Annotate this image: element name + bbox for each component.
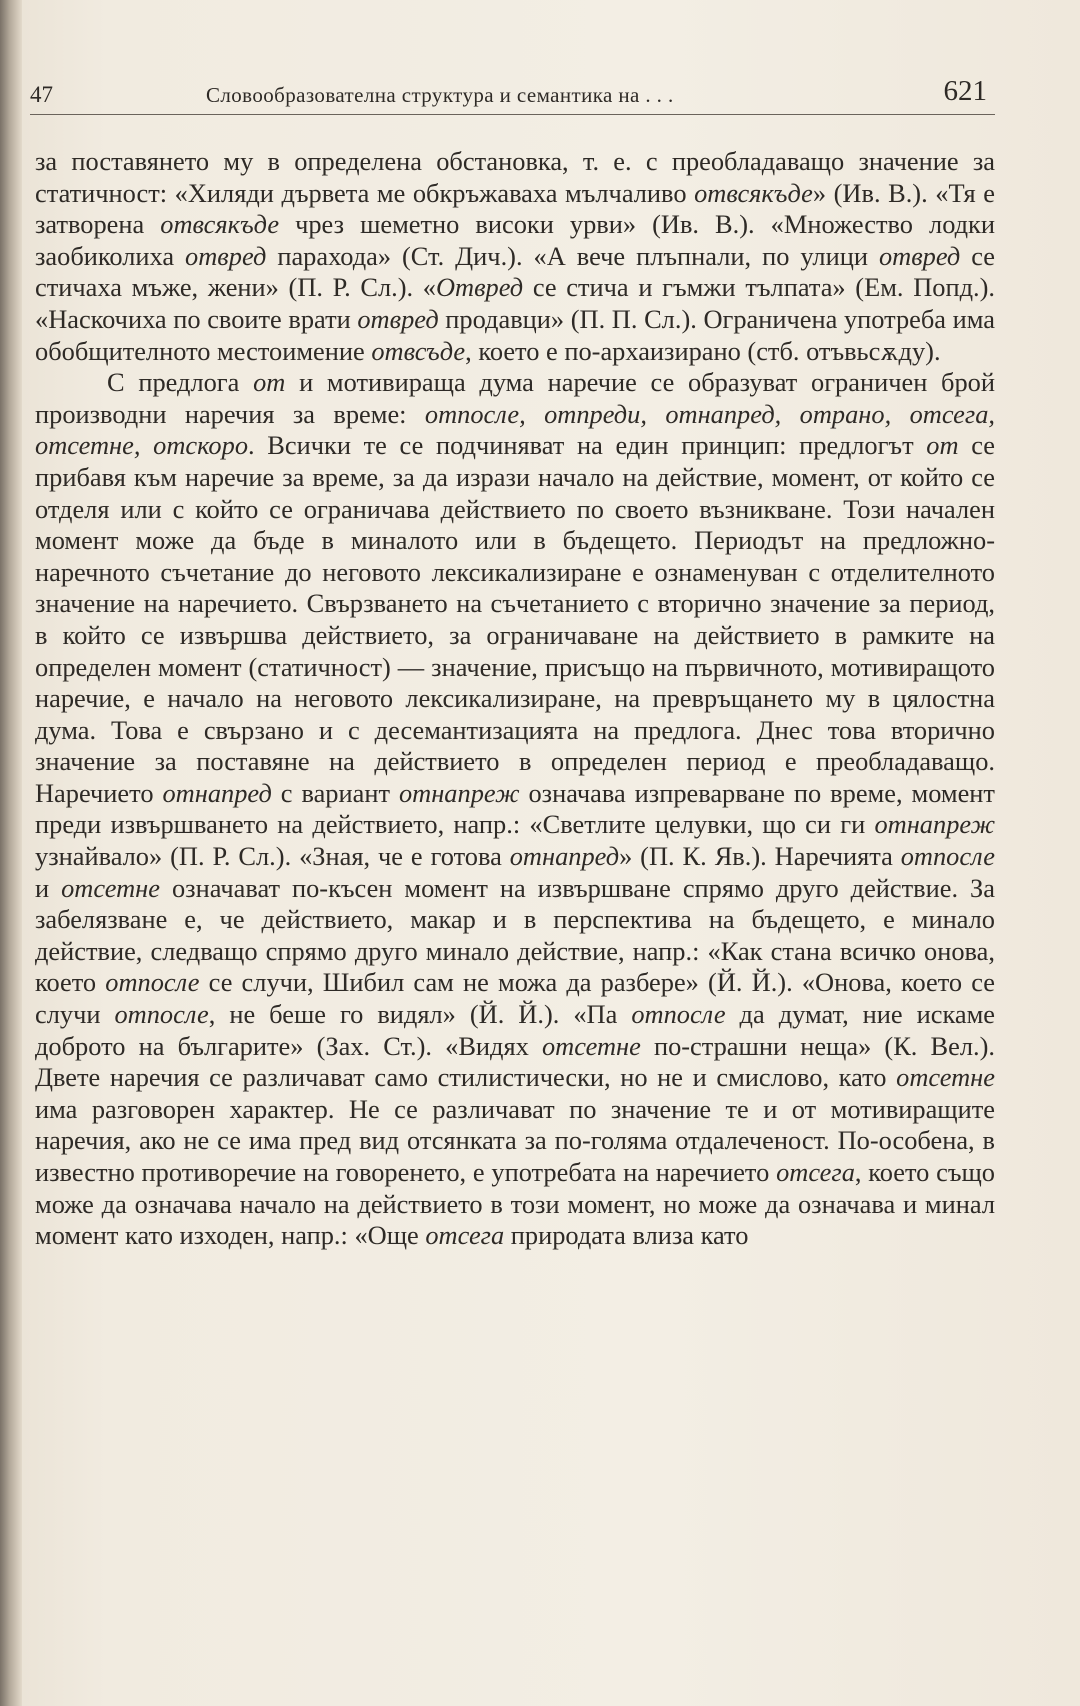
text-run: . Всички те се подчиняват на един принцип: предлогът	[248, 430, 927, 461]
running-header	[30, 74, 995, 115]
italic-term: отвред	[357, 303, 439, 334]
body-text	[35, 146, 995, 1252]
italic-term: отсега	[776, 1157, 855, 1187]
text-run: за поставянето му в определена обстановка, т. е. с преобладаващо значение за статичност: «Хиляди дървета ме обкръжаваха мълчаливо	[35, 146, 995, 208]
page-number: 621	[943, 75, 987, 107]
running-title: Словообразователна структура и семантика на . . .	[206, 83, 674, 107]
italic-term: отпосле	[114, 999, 209, 1030]
text-run: по-страшни неща» (К. Вел.). Двете наречия се различават само стилистически, но не и смислово, като	[35, 1030, 995, 1093]
text-run: чрез шеметно високи урви» (Ив. В.). «Множество лодки заобиколиха	[35, 209, 996, 271]
text-run: се прибавя към наречие за време, за да изрази начало на действие, момент, от който се отделя или с който се ограничава действието по своето възникване. Този начален момент може да бъде в миналото или в бъдещето. Периодът на предложно-наречното съчетание до неговото лексикализиране е ознаменуван с отделителното значение на наречието. Свързването на съчетанието с вторично значение за период, в който се извършва действието, за ограничаване на действието в рамките на определен момент (статичност) — значение, присъщо на първичното, мотивиращото наречие, е начало на неговото лексикализиране, на превръщането му в цялостна дума. Това е свързано и с десемантизацията на предлога. Днес това вторично значение за поставяне на действието в определен период е преобладаващо. Наречието	[35, 430, 995, 808]
text-run: се стичаха мъже, жени» (П. Р. Сл.). «	[35, 240, 995, 303]
italic-term: отвред	[185, 240, 267, 271]
italic-term: отпосле	[900, 841, 995, 872]
text-run: и	[35, 872, 62, 903]
italic-term: отвсякъде	[160, 209, 280, 240]
text-run: » (П. К. Яв.). Наречията	[619, 841, 901, 872]
text-run: означава изпреварване по време, момент преди извършването на действието, напр.: «Светлите целувки, що си ги	[35, 777, 995, 840]
text-run: означават по-късен момент на извършване спрямо друго действие. За забелязване е, че действието, макар и в перспектива на бъдещето, е минало действие, следващо спрямо друго минало действие, напр.: «Как стана всичко онова, което	[35, 872, 995, 998]
italic-term: отнапред	[162, 777, 272, 808]
book-binding-shadow	[0, 0, 22, 1706]
text-run: продавци» (П. П. Сл.). Ограничена употреба има обобщителното местоимение	[35, 303, 995, 366]
text-run: природата влиза като	[504, 1220, 749, 1251]
italic-term: отсетне	[896, 1062, 995, 1093]
text-run: , което също може да означава начало на действието в този момент, но може да означава и минал момент като изходен, напр.: «Още	[35, 1157, 995, 1251]
paragraph	[35, 367, 995, 1252]
text-run: узнайвало» (П. Р. Сл.). «Зная, че е готова	[35, 841, 510, 872]
italic-term: отпосле	[105, 967, 200, 998]
italic-term: отвсякъде	[694, 177, 813, 208]
italic-term: от	[926, 430, 959, 461]
italic-term: отвсъде	[371, 335, 466, 366]
text-run: » (Ив. В.). «Тя е затворена	[35, 177, 995, 240]
italic-term: отпосле, отпреди, отнапред, отрано, отсега, отсетне, отскоро	[35, 398, 995, 461]
text-run: и мотивираща дума наречие се образуват ограничен брой производни наречия за време:	[35, 367, 995, 429]
book-page	[22, 0, 1080, 1706]
paragraph	[35, 146, 995, 367]
text-run: парахода» (Ст. Дич.). «А вече плъпнали, по улици	[266, 240, 879, 271]
italic-term: отсега	[425, 1220, 505, 1251]
italic-term: отнапреж	[874, 809, 995, 840]
italic-term: отнапреж	[398, 777, 520, 808]
text-run: се стича и гъмжи тълпата» (Ем. Попд.). «Наскочиха по своите врати	[35, 272, 995, 334]
text-run: С предлога	[107, 367, 254, 398]
chapter-number: 47	[30, 82, 53, 107]
text-run: , не беше го видял» (Й. Й.). «Па	[208, 999, 632, 1030]
italic-term: отпосле	[631, 999, 726, 1030]
text-run: се случи, Шибил сам не можа да разбере» (Й. Й.). «Онова, което се случи	[35, 967, 995, 1030]
italic-term: отвред	[878, 240, 961, 271]
text-run: има разговорен характер. Не се различават по значение те и от мотивиращите наречия, ако не се има пред вид отсянката за по-голяма отдалеченост. По-особена, в известно противоречие на говоренето, е употребата на наречието	[35, 1093, 995, 1187]
italic-term: отсетне	[541, 1030, 641, 1061]
italic-term: от	[253, 367, 286, 398]
italic-term: Отвред	[435, 272, 524, 303]
italic-term: отнапред	[509, 841, 620, 872]
text-run: да думат, ние искаме доброто на българите» (Зах. Ст.). «Видях	[35, 999, 996, 1061]
italic-term: отсетне	[61, 872, 160, 903]
text-run: , което е по-архаизирано (стб. отъвьсѫду).	[465, 335, 941, 366]
text-run: с вариант	[271, 777, 399, 808]
